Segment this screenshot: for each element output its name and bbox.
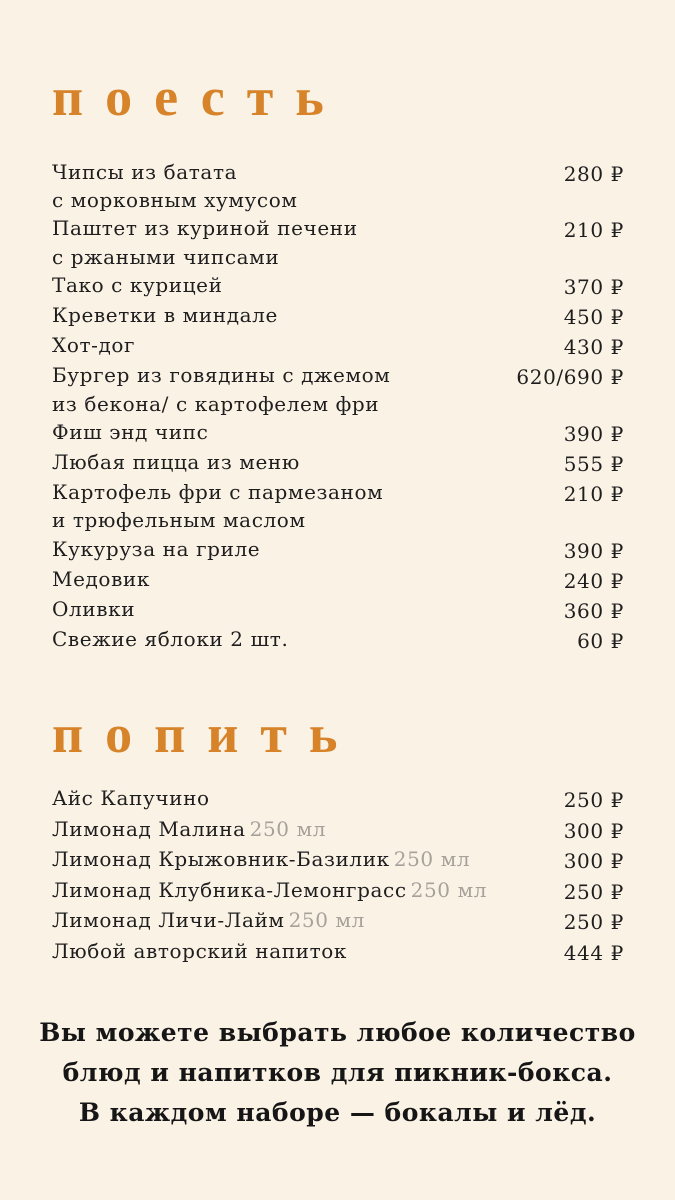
menu-item xyxy=(52,331,624,361)
menu-item-name xyxy=(52,271,223,299)
menu-item-name-text: Медовик xyxy=(52,566,150,591)
menu-item-name xyxy=(52,478,383,534)
menu-item-name-text: Тако с курицей xyxy=(52,272,223,297)
menu-item-volume: 250 мл xyxy=(410,877,488,902)
menu-item-name-text: Айс Капучино xyxy=(52,786,210,810)
menu-item-name xyxy=(52,535,260,563)
menu-item-name xyxy=(52,876,487,905)
menu-item-name-text: Лимонад Крыжовник-Базилик xyxy=(52,847,390,872)
menu-item-price: 360 ₽ xyxy=(563,599,624,624)
menu-item xyxy=(52,448,624,478)
menu-item-name xyxy=(52,418,208,446)
menu-item-name-text: Лимонад Малина xyxy=(52,816,246,841)
menu-item xyxy=(52,876,624,907)
menu-item xyxy=(52,361,624,417)
menu-item-name-text: Хот-дог xyxy=(52,333,136,358)
menu-item-name-text: Лимонад Личи-Лайм xyxy=(52,908,285,933)
menu-item-name-text: Креветки в миндале xyxy=(52,303,278,328)
menu-item-price: 450 ₽ xyxy=(563,305,624,330)
menu-item-name-text: Бургер из говядины с джемом из бекона/ с картофелем фри xyxy=(52,363,391,416)
menu-item-name xyxy=(52,158,298,214)
menu-item xyxy=(52,937,624,968)
menu-item-name-text: Чипсы из батата с морковным хумусом xyxy=(52,160,298,213)
menu-item-price: 250 ₽ xyxy=(563,910,624,935)
menu-item-volume: 250 мл xyxy=(249,816,327,841)
menu-item-price: 370 ₽ xyxy=(563,274,624,299)
section-title-drinks: попить xyxy=(52,704,360,764)
menu-item-name xyxy=(52,937,347,966)
menu-item xyxy=(52,565,624,595)
menu-item-name xyxy=(52,625,288,653)
menu-item xyxy=(52,784,624,815)
menu-item-volume: 250 мл xyxy=(288,908,365,933)
menu-item xyxy=(52,418,624,448)
drinks-menu-list xyxy=(52,784,624,968)
menu-item-price: 444 ₽ xyxy=(563,940,624,965)
menu-item xyxy=(52,478,624,534)
menu-item xyxy=(52,815,624,846)
menu-item-price: 390 ₽ xyxy=(563,538,624,563)
menu-item-price: 240 ₽ xyxy=(563,568,624,593)
menu-item-price: 280 ₽ xyxy=(563,162,624,186)
menu-item-name-text: Паштет из куриной печени с ржаными чипсами xyxy=(52,216,358,269)
menu-item-price: 60 ₽ xyxy=(577,629,624,654)
menu-item-name xyxy=(52,214,358,270)
menu-item-name xyxy=(52,331,135,359)
menu-item-price: 430 ₽ xyxy=(563,335,624,360)
food-menu-list xyxy=(52,158,624,655)
menu-item-name xyxy=(52,845,470,874)
menu-item-name-text: Лимонад Клубника-Лемонграсс xyxy=(52,877,407,902)
menu-item xyxy=(52,214,624,270)
menu-item-price: 250 ₽ xyxy=(563,788,624,812)
menu-item-name-text: Свежие яблоки 2 шт. xyxy=(52,627,289,652)
menu-item-name xyxy=(52,784,210,813)
menu-item-name xyxy=(52,361,390,417)
menu-item-price: 555 ₽ xyxy=(563,452,624,477)
menu-item-price: 210 ₽ xyxy=(563,482,624,507)
menu-item-name-text: Любая пицца из меню xyxy=(52,450,300,475)
menu-item-price: 250 ₽ xyxy=(563,879,624,904)
menu-item-name xyxy=(52,906,365,935)
menu-item-name-text: Оливки xyxy=(52,597,136,622)
menu-item xyxy=(52,906,624,937)
menu-item-name xyxy=(52,301,278,329)
menu-item-name xyxy=(52,448,300,476)
menu-item xyxy=(52,301,624,331)
menu-item-name xyxy=(52,565,150,593)
menu-item xyxy=(52,271,624,301)
menu-item-price: 620/690 ₽ xyxy=(516,365,624,390)
menu-item-name-text: Картофель фри с пармезаном и трюфельным маслом xyxy=(52,480,384,533)
menu-item-price: 300 ₽ xyxy=(563,849,624,874)
menu-item-name-text: Кукуруза на гриле xyxy=(52,536,261,561)
menu-item-name xyxy=(52,815,326,844)
menu-item-price: 300 ₽ xyxy=(563,818,624,843)
menu-item xyxy=(52,158,624,214)
menu-item-volume: 250 мл xyxy=(393,847,471,872)
menu-item-price: 390 ₽ xyxy=(563,421,624,446)
menu-item-name-text: Фиш энд чипс xyxy=(52,419,209,444)
menu-item xyxy=(52,595,624,625)
menu-item xyxy=(52,535,624,565)
menu-item-name-text: Любой авторский напиток xyxy=(52,938,348,963)
section-title-food: поесть xyxy=(52,67,346,127)
menu-item xyxy=(52,625,624,655)
picnic-box-note: Вы можете выбрать любое количество блюд и напитков для пикник-бокса. В каждом наборе — бокалы и лёд. xyxy=(39,1018,636,1127)
menu-item-price: 210 ₽ xyxy=(563,218,624,243)
menu-item-name xyxy=(52,595,135,623)
menu-item xyxy=(52,845,624,876)
